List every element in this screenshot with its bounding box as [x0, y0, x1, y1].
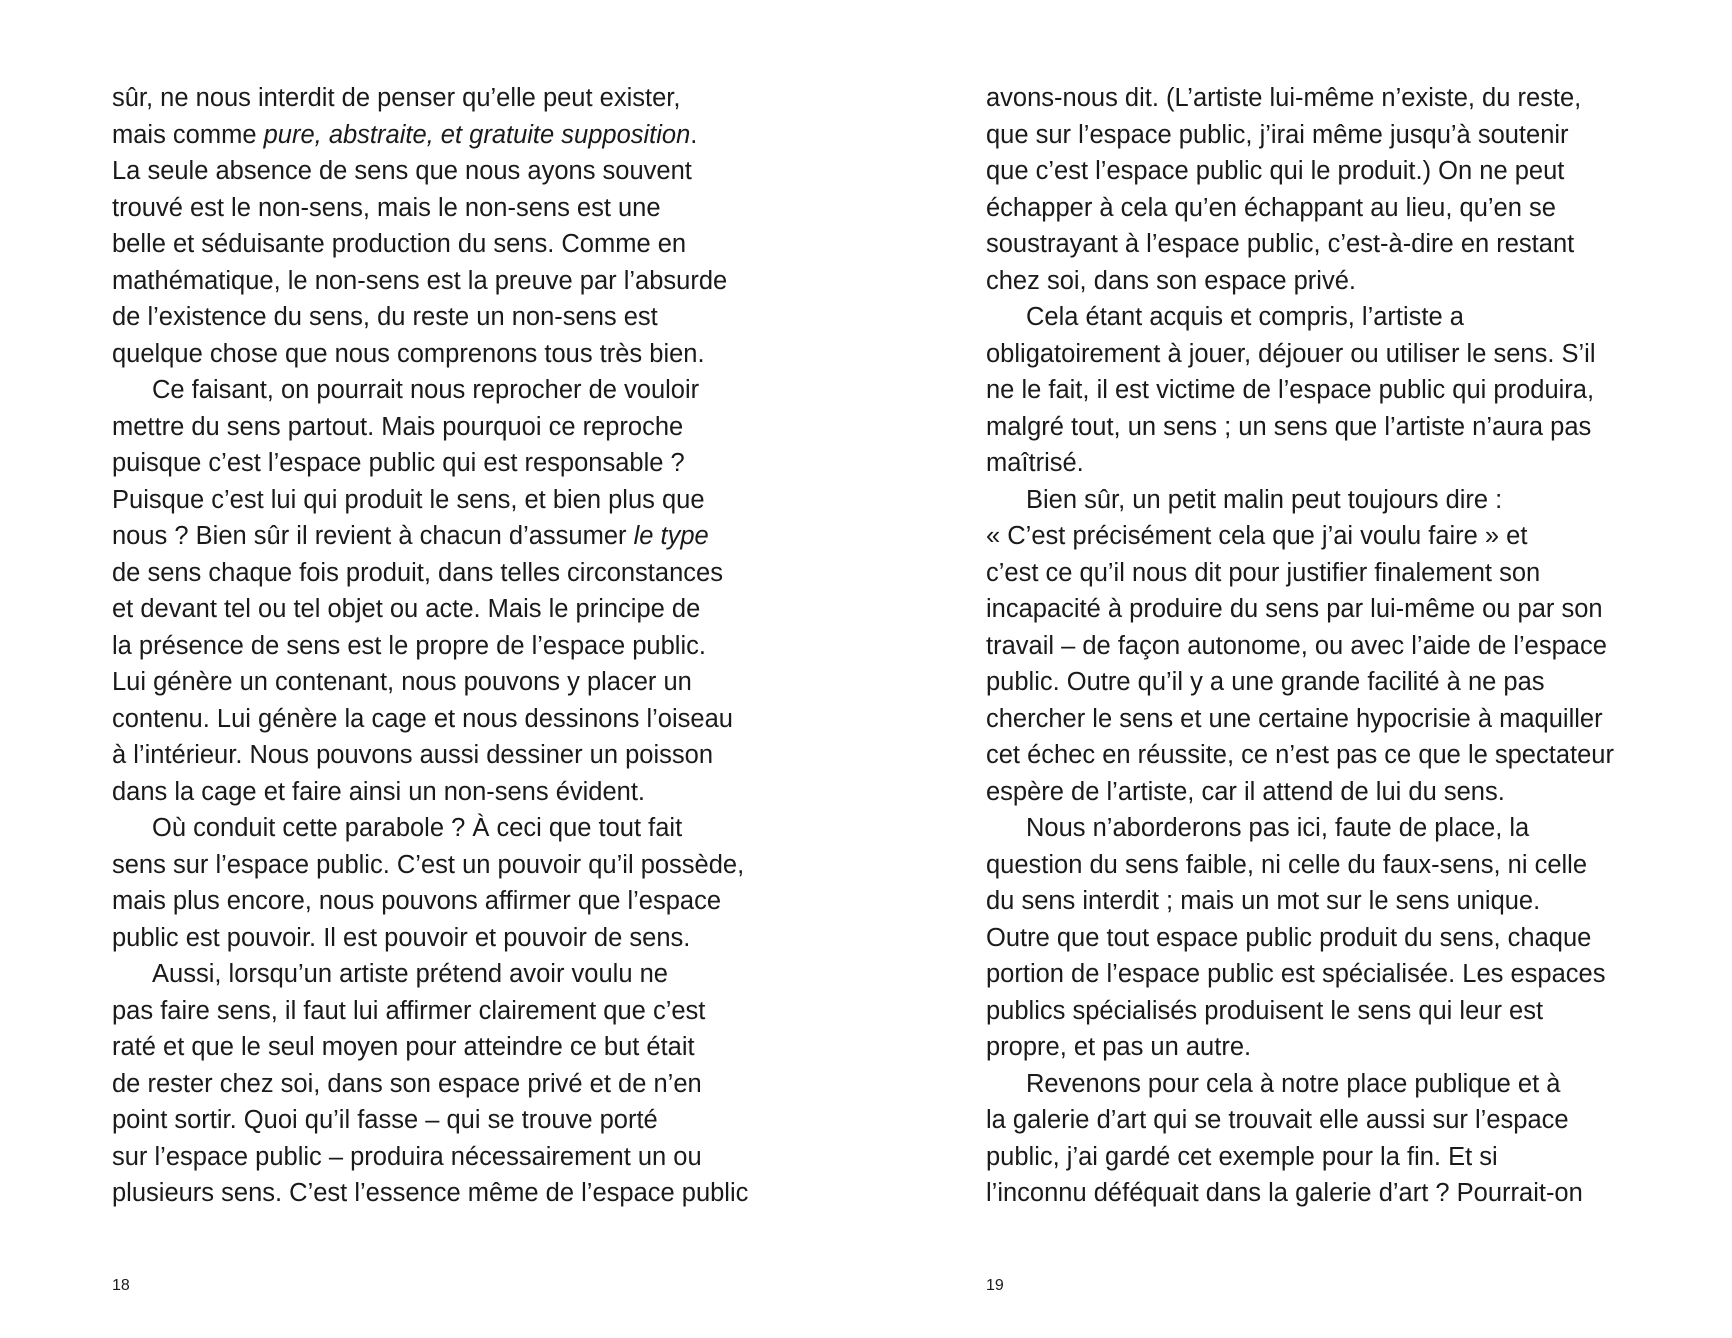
text-segment: Où conduit cette parabole ? À ceci que tout fait	[152, 814, 683, 842]
text-line	[112, 299, 812, 336]
text-line	[112, 737, 812, 774]
text-segment: dans la cage et faire ainsi un non-sens évident.	[112, 777, 646, 806]
text-segment: public est pouvoir. Il est pouvoir et pouvoir de sens.	[112, 923, 691, 952]
text-line	[986, 1029, 1686, 1066]
text-segment: Revenons pour cela à notre place publique et à	[1026, 1069, 1561, 1098]
text-segment: public, j’ai gardé cet exemple pour la fin. Et si	[986, 1142, 1498, 1171]
text-segment: propre, et pas un autre.	[986, 1033, 1252, 1061]
text-segment: maîtrisé.	[986, 449, 1084, 477]
text-line	[986, 190, 1686, 227]
text-line	[112, 80, 812, 117]
text-line	[986, 1139, 1686, 1176]
text-line	[112, 1139, 812, 1176]
text-segment: Bien sûr, un petit malin peut toujours dire :	[1026, 485, 1503, 514]
text-line	[986, 518, 1686, 555]
text-line	[986, 299, 1686, 336]
text-segment: et devant tel ou tel objet ou acte. Mais le principe de	[112, 595, 701, 623]
text-segment: cet échec en réussite, ce n’est pas ce que le spectateur	[986, 741, 1614, 769]
page-number-left: 18	[112, 1277, 130, 1294]
text-segment: la galerie d’art qui se trouvait elle aussi sur l’espace	[986, 1106, 1569, 1134]
text-line	[986, 1175, 1686, 1212]
text-segment: c’est ce qu’il nous dit pour justifier finalement son	[986, 558, 1541, 587]
text-segment: de sens chaque fois produit, dans telles circonstances	[112, 558, 723, 587]
text-segment: que sur l’espace public, j’irai même jusqu’à soutenir	[986, 120, 1569, 149]
text-line	[112, 1066, 812, 1103]
text-line	[986, 628, 1686, 665]
text-line	[986, 372, 1686, 409]
text-segment: .	[690, 120, 698, 149]
text-segment: question du sens faible, ni celle du faux-sens, ni celle	[986, 850, 1588, 879]
left-page-text	[112, 80, 812, 1212]
text-line	[986, 701, 1686, 738]
text-segment: publics spécialisés produisent le sens qui leur est	[986, 996, 1544, 1025]
text-segment: travail – de façon autonome, ou avec l’aide de l’espace	[986, 631, 1607, 660]
text-line	[986, 664, 1686, 701]
text-segment: point sortir. Quoi qu’il fasse – qui se trouve porté	[112, 1106, 658, 1134]
text-line	[112, 153, 812, 190]
text-segment: sûr, ne nous interdit de penser qu’elle peut exister,	[112, 84, 681, 112]
text-line	[112, 664, 812, 701]
text-segment: nous ? Bien sûr il revient à chacun d’assumer	[112, 522, 634, 550]
text-segment: du sens interdit ; mais un mot sur le sens unique.	[986, 887, 1541, 915]
text-segment: puisque c’est l’espace public qui est responsable ?	[112, 449, 685, 477]
text-line	[112, 117, 812, 154]
text-segment: sur l’espace public – produira nécessairement un ou	[112, 1142, 702, 1171]
italic-text: le type	[633, 522, 709, 550]
text-line	[112, 263, 812, 300]
text-segment: contenu. Lui génère la cage et nous dessinons l’oiseau	[112, 704, 733, 733]
text-segment: l’inconnu déféquait dans la galerie d’art ? Pourrait-on	[986, 1179, 1583, 1207]
text-line	[112, 555, 812, 592]
text-line	[112, 701, 812, 738]
text-segment: raté et que le seul moyen pour atteindre ce but était	[112, 1033, 695, 1061]
text-line	[986, 883, 1686, 920]
text-segment: la présence de sens est le propre de l’espace public.	[112, 631, 706, 660]
text-line	[986, 591, 1686, 628]
text-line	[986, 737, 1686, 774]
text-segment: La seule absence de sens que nous ayons souvent	[112, 157, 692, 185]
text-line	[112, 1029, 812, 1066]
text-segment: malgré tout, un sens ; un sens que l’artiste n’aura pas	[986, 412, 1592, 441]
text-line	[986, 956, 1686, 993]
text-segment: mais plus encore, nous pouvons affirmer que l’espace	[112, 887, 722, 915]
text-segment: sens sur l’espace public. C’est un pouvoir qu’il possède,	[112, 850, 745, 879]
text-line	[112, 409, 812, 446]
text-line	[986, 482, 1686, 519]
text-segment: chercher le sens et une certaine hypocrisie à maquiller	[986, 704, 1603, 733]
text-segment: soustrayant à l’espace public, c’est-à-dire en restant	[986, 230, 1575, 258]
text-segment: échapper à cela qu’en échappant au lieu, qu’en se	[986, 193, 1556, 222]
text-line	[112, 482, 812, 519]
text-segment: espère de l’artiste, car il attend de lui du sens.	[986, 777, 1505, 806]
text-segment: « C’est précisément cela que j’ai voulu faire » et	[986, 522, 1528, 550]
text-segment: portion de l’espace public est spécialisée. Les espaces	[986, 960, 1606, 988]
text-line	[112, 993, 812, 1030]
text-line	[112, 920, 812, 957]
text-segment: pas faire sens, il faut lui affirmer clairement que c’est	[112, 996, 706, 1025]
text-segment: de rester chez soi, dans son espace privé et de n’en	[112, 1069, 702, 1098]
text-line	[112, 883, 812, 920]
text-line	[986, 1102, 1686, 1139]
text-segment: Outre que tout espace public produit du sens, chaque	[986, 923, 1592, 952]
text-line	[986, 1066, 1686, 1103]
text-segment: public. Outre qu’il y a une grande facilité à ne pas	[986, 668, 1545, 696]
text-segment: Ce faisant, on pourrait nous reprocher de vouloir	[152, 376, 700, 404]
text-line	[986, 555, 1686, 592]
text-line	[112, 226, 812, 263]
text-segment: Nous n’aborderons pas ici, faute de place, la	[1026, 814, 1530, 842]
text-line	[112, 372, 812, 409]
text-segment: Aussi, lorsqu’un artiste prétend avoir voulu ne	[152, 960, 668, 988]
text-line	[986, 336, 1686, 373]
text-line	[986, 226, 1686, 263]
text-line	[986, 263, 1686, 300]
italic-text: pure, abstraite, et gratuite supposition	[263, 120, 691, 149]
text-segment: obligatoirement à jouer, déjouer ou utiliser le sens. S’il	[986, 339, 1596, 368]
text-line	[986, 117, 1686, 154]
text-line	[986, 445, 1686, 482]
text-line	[112, 1175, 812, 1212]
text-segment: plusieurs sens. C’est l’essence même de l’espace public	[112, 1179, 749, 1207]
text-segment: incapacité à produire du sens par lui-même ou par son	[986, 595, 1603, 623]
text-line	[986, 80, 1686, 117]
text-line	[112, 445, 812, 482]
text-segment: quelque chose que nous comprenons tous très bien.	[112, 339, 705, 368]
text-line	[112, 956, 812, 993]
text-segment: avons-nous dit. (L’artiste lui-même n’existe, du reste,	[986, 84, 1582, 112]
text-segment: de l’existence du sens, du reste un non-sens est	[112, 303, 658, 331]
text-segment: chez soi, dans son espace privé.	[986, 266, 1356, 295]
text-line	[986, 409, 1686, 446]
text-line	[112, 847, 812, 884]
text-line	[986, 847, 1686, 884]
text-line	[112, 774, 812, 811]
text-line	[986, 810, 1686, 847]
text-line	[112, 336, 812, 373]
text-line	[112, 518, 812, 555]
right-page-text	[986, 80, 1686, 1212]
text-segment: Cela étant acquis et compris, l’artiste a	[1026, 303, 1464, 331]
text-segment: ne le fait, il est victime de l’espace public qui produira,	[986, 376, 1595, 404]
text-segment: mathématique, le non-sens est la preuve par l’absurde	[112, 266, 728, 295]
text-segment: Lui génère un contenant, nous pouvons y placer un	[112, 668, 692, 696]
text-segment: trouvé est le non-sens, mais le non-sens est une	[112, 193, 661, 222]
text-line	[986, 774, 1686, 811]
text-line	[112, 190, 812, 227]
text-line	[112, 1102, 812, 1139]
text-line	[112, 591, 812, 628]
text-segment: mais comme	[112, 120, 264, 149]
text-segment: mettre du sens partout. Mais pourquoi ce reproche	[112, 412, 684, 441]
text-line	[112, 628, 812, 665]
text-segment: à l’intérieur. Nous pouvons aussi dessiner un poisson	[112, 741, 714, 769]
text-line	[112, 810, 812, 847]
text-segment: Puisque c’est lui qui produit le sens, et bien plus que	[112, 485, 705, 514]
text-line	[986, 993, 1686, 1030]
text-segment: que c’est l’espace public qui le produit.) On ne peut	[986, 157, 1565, 185]
text-segment: belle et séduisante production du sens. Comme en	[112, 230, 687, 258]
text-line	[986, 920, 1686, 957]
page-number-right: 19	[986, 1277, 1004, 1294]
text-line	[986, 153, 1686, 190]
